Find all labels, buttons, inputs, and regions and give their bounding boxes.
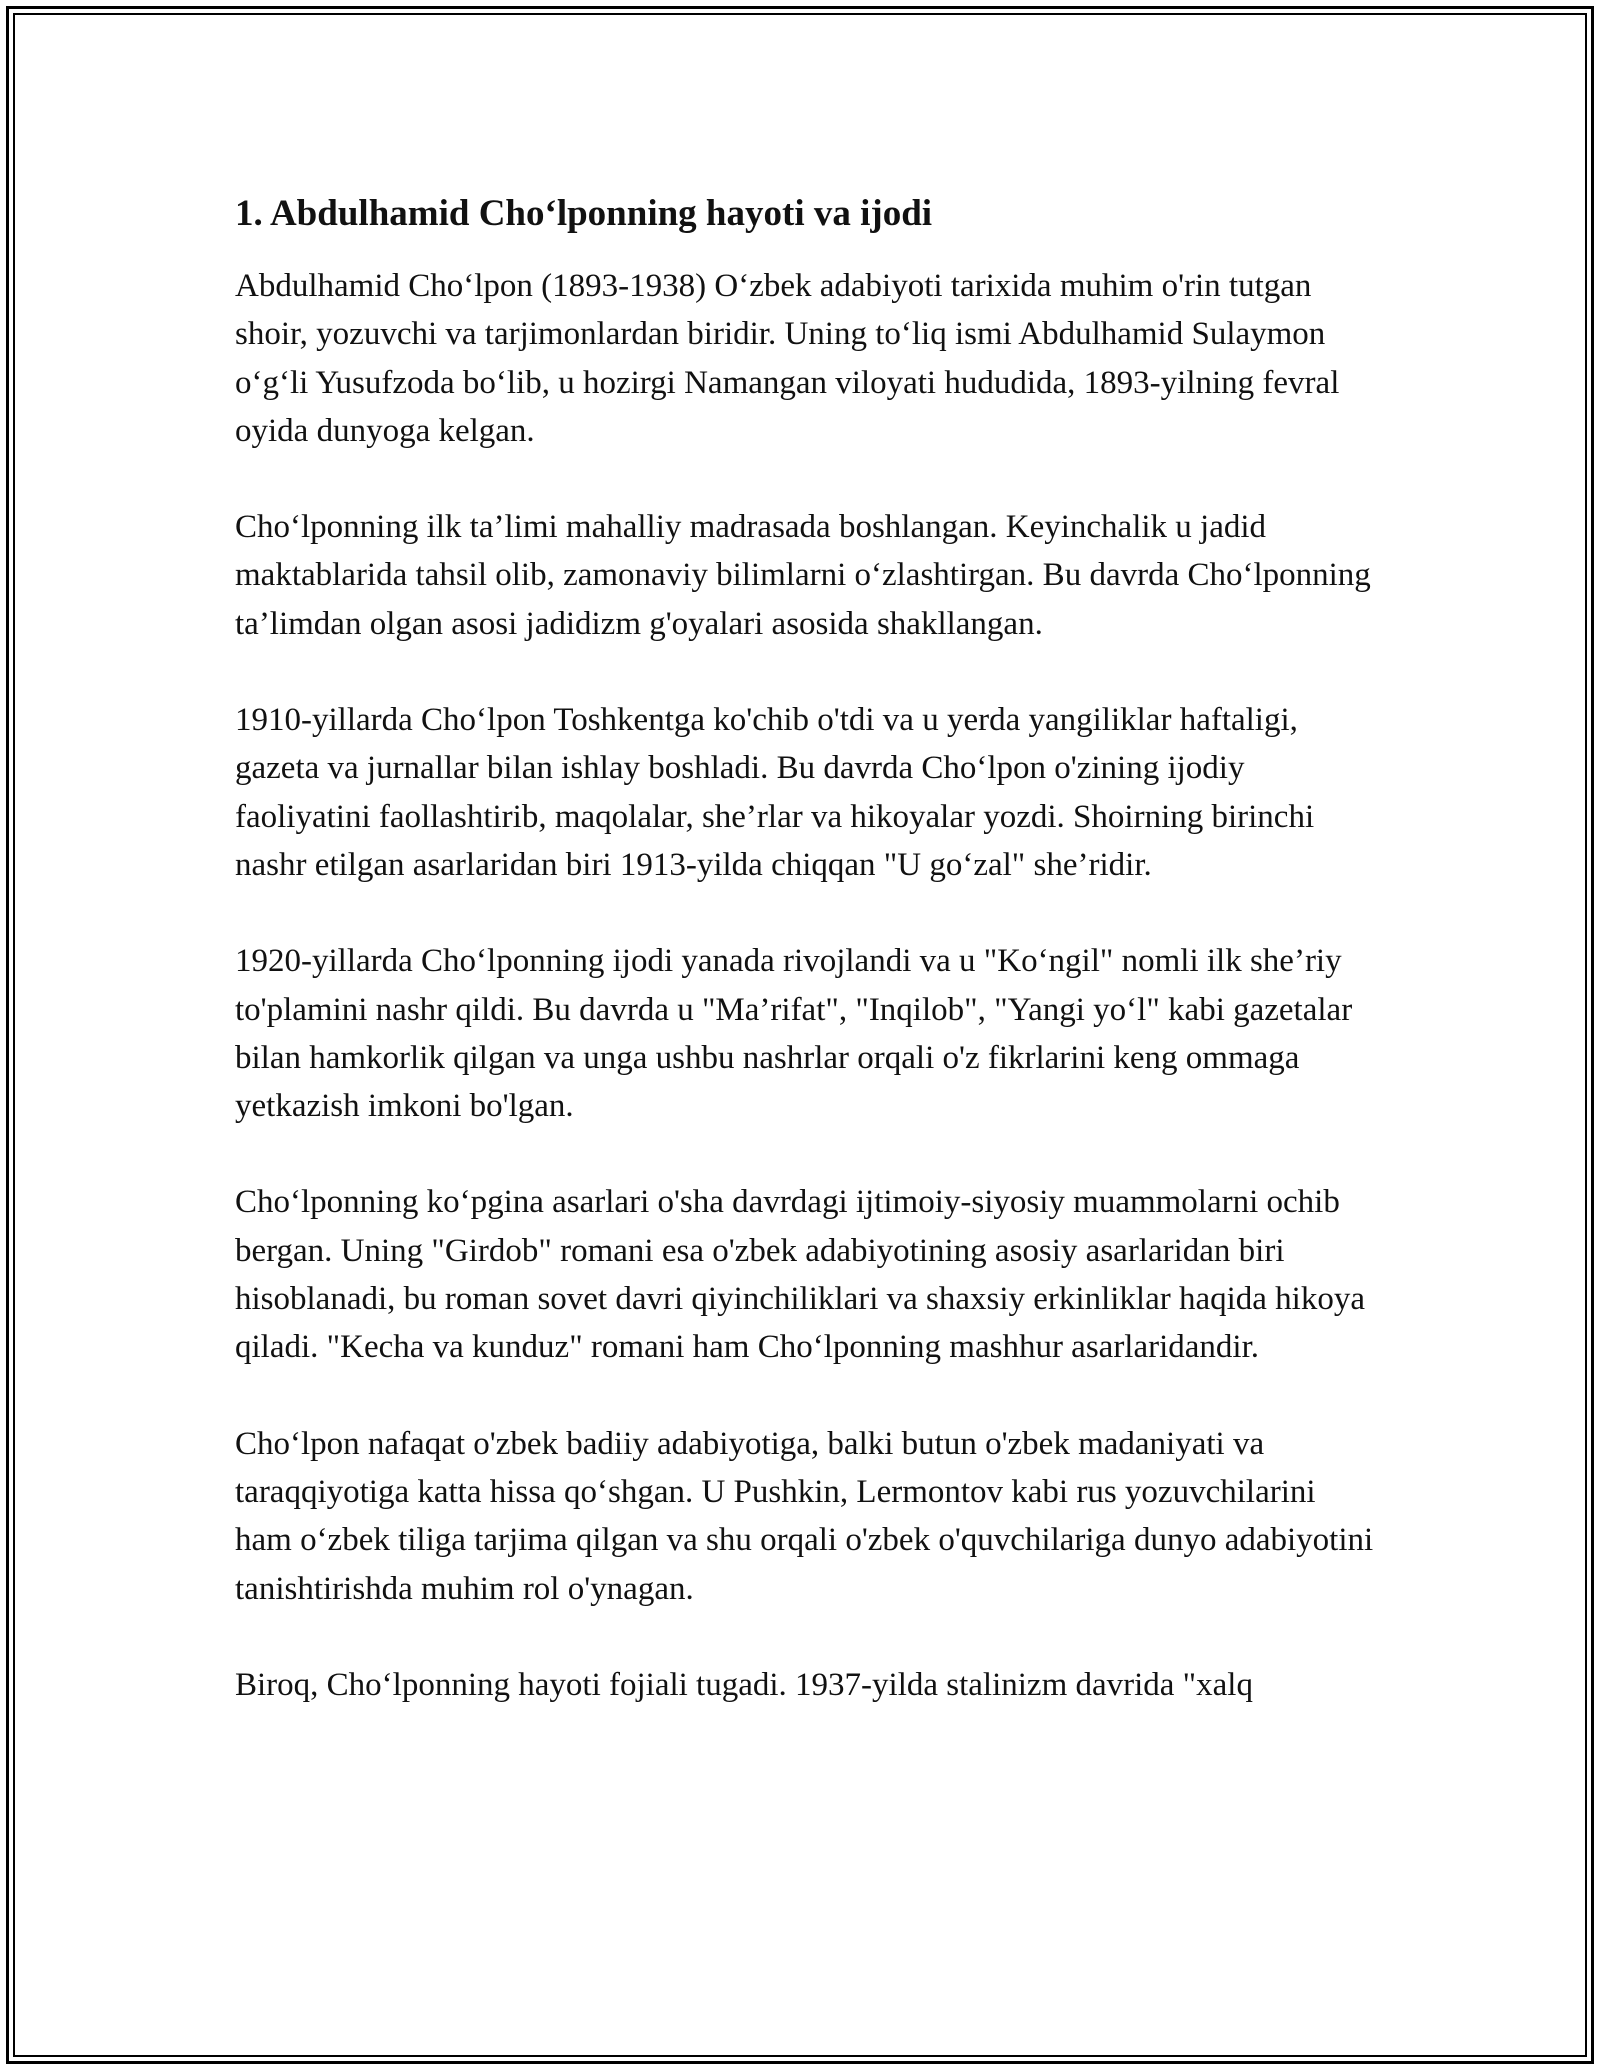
paragraph-6: Cho‘lpon nafaqat o'zbek badiiy adabiyotiga, balki butun o'zbek madaniyati va taraqqiyotiga katta hissa qo‘shgan. U Pushkin, Lermontov kabi rus yozuvchilarini ham o‘zbek tiliga tarjima qilgan va shu orqali o'zbek o'quvchilariga dunyo adabiyotini tanishtirishda muhim rol o'ynagan. (235, 1425, 1374, 1607)
paragraph-5: Cho‘lponning ko‘pgina asarlari o'sha davrdagi ijtimoiy-siyosiy muammolarni ochib bergan. Uning "Girdob" romani esa o'zbek adabiyotining asosiy asarlaridan biri hisoblanadi, bu roman sovet davri qiyinchiliklari va shaxsiy erkinliklar haqida hikoya qiladi. "Kecha va kunduz" romani ham Cho‘lponning mashhur asarlaridandir. (235, 1184, 1365, 1366)
document-body (235, 186, 1375, 1757)
paragraph-7: Biroq, Cho‘lponning hayoti fojiali tugadi. 1937-yilda stalinizm davrida "xalq (235, 1666, 1253, 1703)
section-heading: 1. Abdulhamid Cho‘lponning hayoti va ijodi (235, 193, 933, 234)
paragraph-1: Abdulhamid Cho‘lpon (1893-1938) O‘zbek adabiyoti tarixida muhim o'rin tutgan shoir, yozuvchi va tarjimonlardan biridir. Uning to‘liq ismi Abdulhamid Sulaymon o‘g‘li Yusufzoda bo‘lib, u hozirgi Namangan viloyati hududida, 1893-yilning fevral oyida dunyoga kelgan. (235, 268, 1340, 449)
paragraph-2: Cho‘lponning ilk ta’limi mahalliy madrasada boshlangan. Keyinchalik u jadid maktablarida tahsil olib, zamonaviy bilimlarni o‘zlashtirgan. Bu davrda Cho‘lponning ta’limdan olgan asosi jadidizm g'oyalari asosida shakllangan. (235, 509, 1371, 642)
paragraph-3: 1910-yillarda Cho‘lpon Toshkentga ko'chib o'tdi va u yerda yangiliklar haftaligi, gazeta va jurnallar bilan ishlay boshladi. Bu davrda Cho‘lpon o'zining ijodiy faoliyatini faollashtirib, maqolalar, she’rlar va hikoyalar yozdi. Shoirning birinchi nashr etilgan asarlaridan biri 1913-yilda chiqqan "U go‘zal" she’ridir. (235, 702, 1315, 883)
paragraph-4: 1920-yillarda Cho‘lponning ijodi yanada rivojlandi va u "Ko‘ngil" nomli ilk she’riy to'plamini nashr qildi. Bu davrda u "Ma’rifat", "Inqilob", "Yangi yo‘l" kabi gazetalar bilan hamkorlik qilgan va unga ushbu nashrlar orqali o'z fikrlarini keng ommaga yetkazish imkoni bo'lgan. (235, 943, 1353, 1125)
